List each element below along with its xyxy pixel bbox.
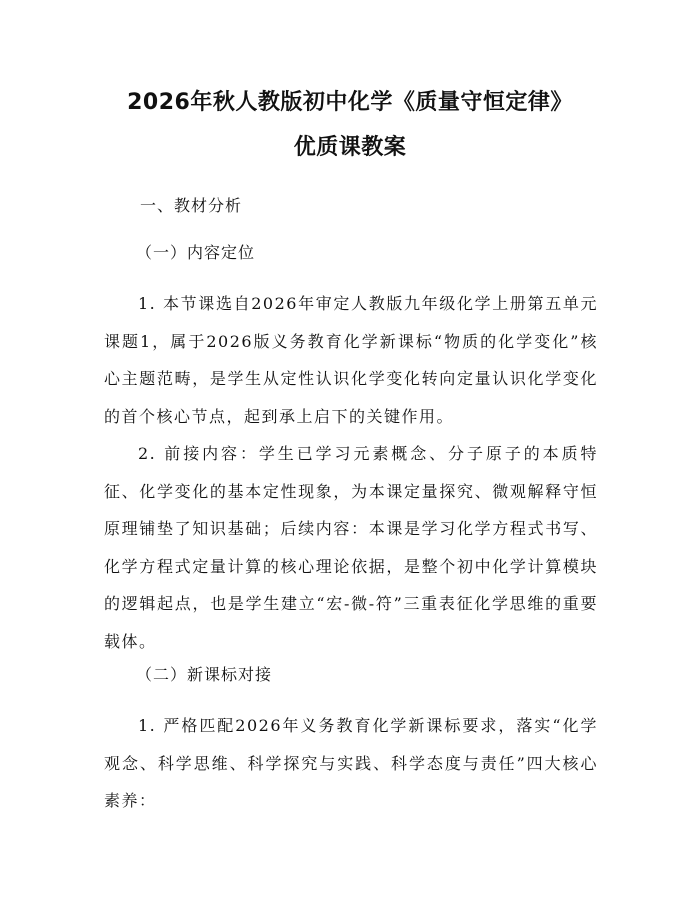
paragraph-curriculum-alignment-1: 1. 严格匹配2026年义务教育化学新课标要求，落实“化学观念、科学思维、科学探究与实践、科学态度与责任”四大核心素养： (104, 716, 598, 810)
document-title-line-1: 2026年秋人教版初中化学《质量守恒定律》 (127, 90, 573, 115)
section-heading-teaching-material-analysis: 一、教材分析 (140, 196, 243, 215)
paragraph-content-positioning-1: 1. 本节课选自2026年审定人教版九年级化学上册第五单元课题1，属于2026版义务教育化学新课标“物质的化学变化”核心主题范畴，是学生从定性认识化学变化转向定量认识化学变化的首个核心节点，起到承上启下的关键作用。 (104, 294, 598, 426)
paragraph-content-positioning-2: 2. 前接内容：学生已学习元素概念、分子原子的本质特征、化学变化的基本定性现象，为本课定量探究、微观解释守恒原理铺垫了知识基础；后续内容：本课是学习化学方程式书写、化学方程式定量计算的核心理论依据，是整个初中化学计算模块的逻辑起点，也是学生建立“宏-微-符”三重表征化学思维的重要载体。 (104, 444, 598, 651)
subsection-heading-curriculum-alignment: （二）新课标对接 (136, 665, 273, 684)
subsection-heading-content-positioning: （一）内容定位 (136, 243, 256, 262)
document-title-line-2: 优质课教案 (293, 135, 407, 160)
